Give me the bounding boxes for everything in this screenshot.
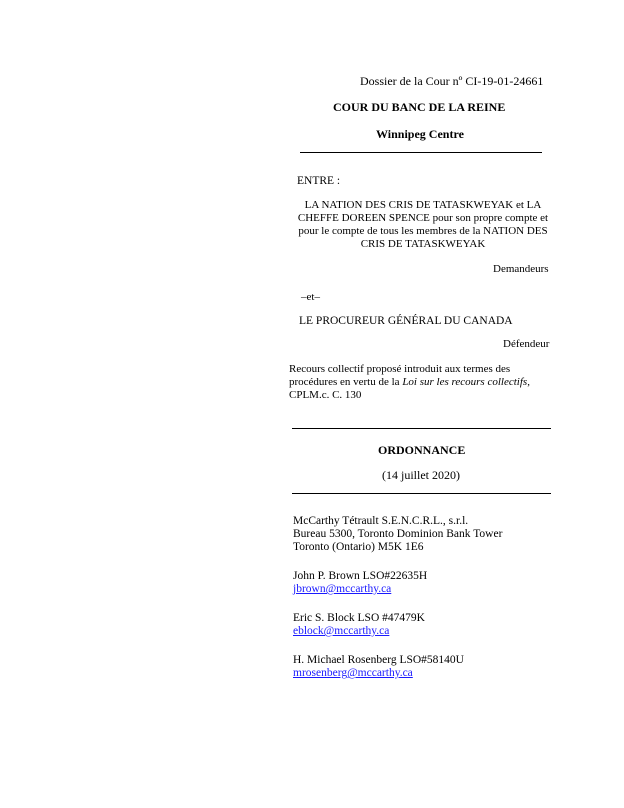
plaintiffs-line: pour le compte de tous les membres de la NATION DES: [298, 225, 548, 237]
lawyer-name: Eric S. Block LSO #47479K: [293, 612, 425, 624]
lawyer-email-link[interactable]: mrosenberg@mccarthy.ca: [293, 667, 413, 679]
document-title: ORDONNANCE: [378, 443, 466, 457]
title-bottom-divider: [292, 493, 551, 494]
firm-name: McCarthy Tétrault S.E.N.C.R.L., s.r.l.: [293, 515, 469, 527]
lawyer-block: [293, 570, 427, 596]
lawyer-email-link[interactable]: jbrown@mccarthy.ca: [293, 583, 392, 595]
lawyer-block: [293, 612, 425, 638]
firm-city: Toronto (Ontario) M5K 1E6: [293, 541, 424, 553]
court-name: COUR DU BANC DE LA REINE: [333, 100, 506, 114]
plaintiffs-role: Demandeurs: [493, 263, 549, 275]
plaintiffs-line: CHEFFE DOREEN SPENCE pour son propre compte et: [297, 212, 549, 224]
proceeding-block: [289, 363, 530, 402]
firm-address-block: [293, 515, 502, 554]
statute-title: Loi sur les recours collectifs: [402, 376, 528, 388]
defendant-name: LE PROCUREUR GÉNÉRAL DU CANADA: [299, 315, 513, 327]
defendant-role: Défendeur: [503, 338, 550, 350]
lawyer-email-link[interactable]: eblock@mccarthy.ca: [293, 625, 390, 637]
firm-suite: Bureau 5300, Toronto Dominion Bank Tower: [293, 528, 503, 540]
plaintiffs-line: CRIS DE TATASKWEYAK: [360, 238, 486, 250]
proceeding-line: CPLM.c. C. 130: [289, 389, 362, 401]
plaintiffs-line: LA NATION DES CRIS DE TATASKWEYAK et LA: [304, 199, 542, 211]
title-top-divider: [292, 428, 551, 429]
document-date: (14 juillet 2020): [382, 468, 460, 482]
proceeding-line: Recours collectif proposé introduit aux termes des: [289, 363, 511, 375]
header-divider: [300, 152, 542, 153]
proceeding-line: procédures en vertu de la Loi sur les recours collectifs,: [289, 376, 530, 388]
plaintiffs-block: [293, 199, 553, 251]
lawyer-name: John P. Brown LSO#22635H: [293, 570, 428, 582]
court-location: Winnipeg Centre: [376, 127, 464, 141]
and-label: –et–: [301, 291, 320, 303]
between-label: ENTRE :: [297, 175, 341, 187]
court-file-number: Dossier de la Cour nº CI-19-01-24661: [360, 74, 544, 88]
lawyer-name: H. Michael Rosenberg LSO#58140U: [293, 654, 464, 666]
lawyer-block: [293, 654, 464, 680]
